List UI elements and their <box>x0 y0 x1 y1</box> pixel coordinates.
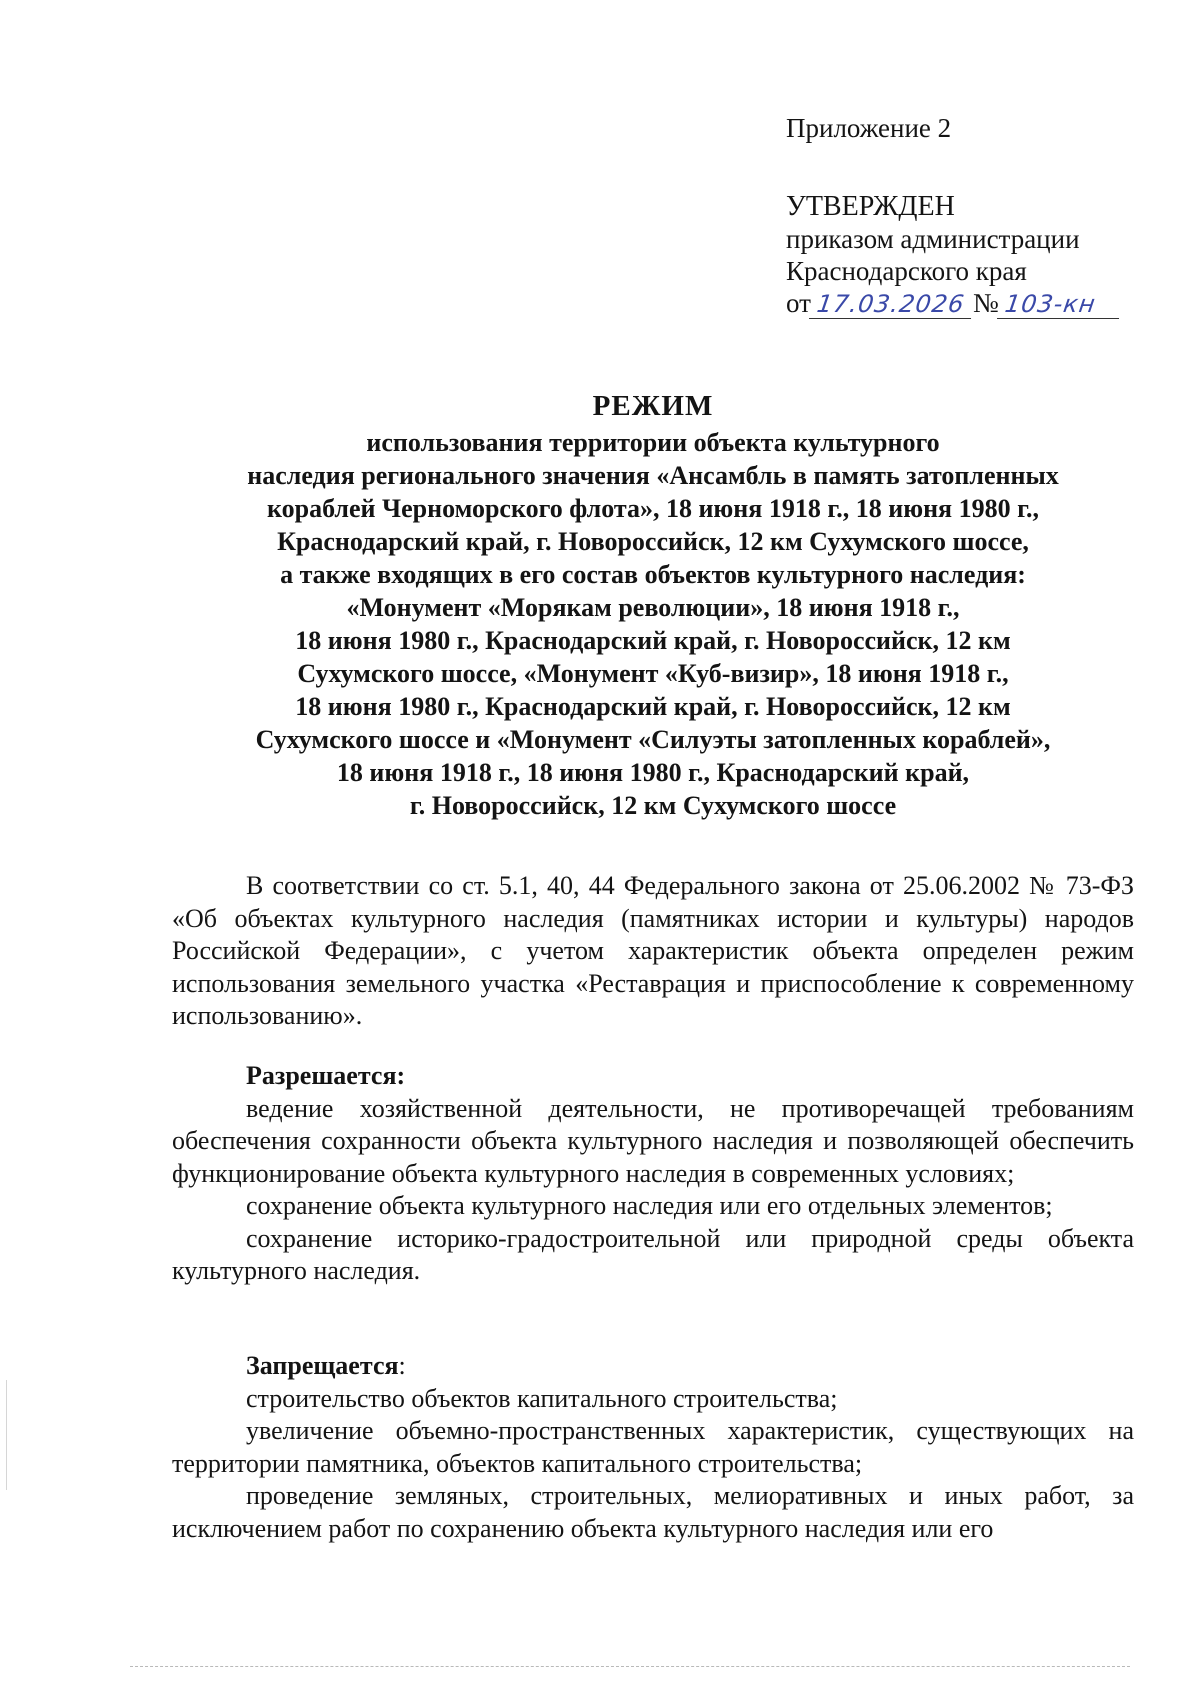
allowed-label: Разрешается: <box>246 1061 406 1090</box>
forbidden-label-text: Запрещается <box>246 1351 399 1380</box>
allowed-item: сохранение историко-градостроительной или природной среды объекта культурного наследия. <box>172 1223 1134 1285</box>
title-line: Сухумского шоссе, «Монумент «Куб-визир», 18 июня 1918 г., <box>297 659 1009 688</box>
order-number-handwritten: 103-кн <box>997 290 1123 319</box>
allowed-item: ведение хозяйственной деятельности, не противоречащей требованиям обеспечения сохранности объекта культурного наследия и позволяющей обеспечить функционирование объекта культурного наследия в современных условиях; <box>172 1093 1134 1188</box>
approval-block <box>786 112 1186 319</box>
approval-line-2: Краснодарского края <box>786 256 1027 286</box>
intro-paragraph: В соответствии со ст. 5.1, 40, 44 Федерального закона от 25.06.2002 № 73-ФЗ «Об объектах культурного наследия (памятниках истории и культуры) народов Российской Федерации», с учетом характеристик объекта определен режим использования земельного участка «Реставрация и приспособление к современному использованию». <box>172 871 1134 1030</box>
scan-edge-mark <box>6 1380 7 1490</box>
title-line: наследия регионального значения «Ансамбль в память затопленных <box>247 461 1059 490</box>
forbidden-label <box>172 1350 1134 1383</box>
approval-line-1: приказом администрации <box>786 224 1080 254</box>
from-label: от <box>786 288 811 318</box>
title-line: кораблей Черноморского флота», 18 июня 1918 г., 18 июня 1980 г., <box>266 494 1039 523</box>
title-line: 18 июня 1918 г., 18 июня 1980 г., Краснодарский край, <box>336 758 970 787</box>
annex-label: Приложение 2 <box>786 113 952 143</box>
forbidden-item: строительство объектов капитального строительства; <box>246 1383 838 1413</box>
order-date-handwritten: 17.03.2026 <box>809 290 975 319</box>
title-line: а также входящих в его состав объектов культурного наследия: <box>280 560 1026 589</box>
title-line: использования территории объекта культурного <box>366 428 940 457</box>
order-reference <box>786 287 1186 319</box>
forbidden-item: проведение земляных, строительных, мелиоративных и иных работ, за исключением работ по сохранению объекта культурного наследия или его <box>172 1481 1134 1543</box>
forbidden-item: увеличение объемно-пространственных характеристик, существующих на территории памятника, объектов капитального строительства; <box>172 1416 1134 1478</box>
scan-bottom-edge <box>130 1666 1130 1667</box>
allowed-item: сохранение объекта культурного наследия или его отдельных элементов; <box>246 1191 1053 1220</box>
title-line: Сухумского шоссе и «Монумент «Силуэты затопленных кораблей», <box>255 725 1051 754</box>
forbidden-label-colon: : <box>398 1351 406 1380</box>
title-line: Краснодарский край, г. Новороссийск, 12 км Сухумского шоссе, <box>277 527 1029 556</box>
forbidden-section <box>172 1350 1134 1545</box>
document-title <box>170 388 1136 822</box>
title-heading: РЕЖИМ <box>592 390 714 422</box>
number-label: № <box>972 288 999 318</box>
title-line: г. Новороссийск, 12 км Сухумского шоссе <box>409 791 897 820</box>
title-line: 18 июня 1980 г., Краснодарский край, г. Новороссийск, 12 км <box>295 692 1011 721</box>
title-line: 18 июня 1980 г., Краснодарский край, г. Новороссийск, 12 км <box>295 626 1011 655</box>
approved-heading: УТВЕРЖДЕН <box>786 191 955 222</box>
intro-section <box>172 870 1134 1033</box>
title-line: «Монумент «Морякам революции», 18 июня 1918 г., <box>346 593 960 622</box>
allowed-section <box>172 1060 1134 1288</box>
